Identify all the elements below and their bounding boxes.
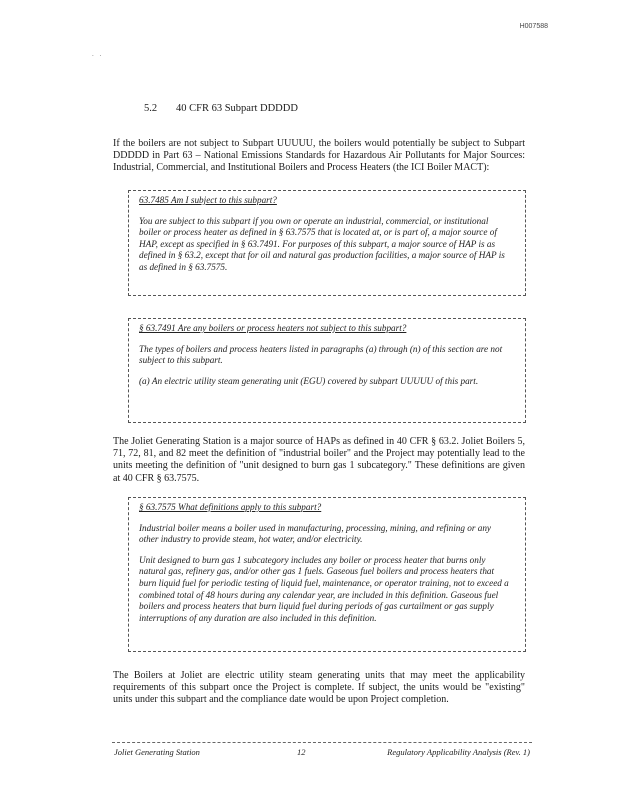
- definition-gas-1-subcategory: Unit designed to burn gas 1 subcategory includes any boiler or process heater that burns only natural gas, refinery gas, and/or other gas 1 fuels. Gaseous fuel boilers and process heaters that burn liquid fuel for periodic testing of liquid fuel, maintenance, or operator training, not to exceed a combined total of 48 hours during any calendar year, are included in this definition. Gaseous fuel boilers and process heaters that burn liquid fuel during periods of gas curtailment or gas supply interruptions of any duration are also included in this definition.: [139, 554, 509, 623]
- intro-paragraph: If the boilers are not subject to Subpart UUUUU, the boilers would potentially be subject to Subpart DDDDD in Part 63 – National Emissions Standards for Hazardous Air Pollutants for Major Sources: Industrial, Commercial, and Institutional Boilers and Process Heaters (the ICI Boiler MACT):: [113, 138, 525, 174]
- regulation-quote-63-7575: [128, 497, 526, 652]
- quote-text: The types of boilers and process heaters listed in paragraphs (a) through (n) of this section are not subject to this subpart.: [139, 343, 503, 366]
- footer-report-title: Regulatory Applicability Analysis (Rev. 1): [387, 747, 530, 757]
- definition-industrial-boiler: Industrial boiler means a boiler used in manufacturing, processing, mining, and refining or any other industry to provide steam, hot water, and/or electricity.: [139, 522, 491, 545]
- quote-list-item: (a) An electric utility steam generating unit (EGU) covered by subpart UUUUU of this part.: [139, 375, 479, 386]
- conclusion-paragraph: The Boilers at Joliet are electric utility steam generating units that may meet the applicability requirements of this subpart once the Project is complete. If subject, the units would be "existing" units under this subpart and the compliance date would be upon Project completion.: [113, 670, 525, 706]
- section-number: 5.2: [144, 103, 158, 114]
- footer-page-number: 12: [297, 747, 306, 757]
- document-id: H007588: [519, 23, 548, 30]
- footer-divider: [112, 742, 532, 743]
- page-speck: . .: [92, 50, 104, 58]
- section-title: 40 CFR 63 Subpart DDDDD: [176, 103, 298, 114]
- quote-heading: 63.7485 Am I subject to this subpart?: [139, 195, 277, 205]
- applicability-paragraph: The Joliet Generating Station is a major source of HAPs as defined in 40 CFR § 63.2. Joliet Boilers 5, 71, 72, 81, and 82 meet the definition of "industrial boiler" and the Project may potentially lead to the units meeting the definition of "unit designed to burn gas 1 subcategory." These definitions are given at 40 CFR § 63.7575.: [113, 436, 525, 484]
- quote-heading: § 63.7491 Are any boilers or process heaters not subject to this subpart?: [139, 323, 407, 333]
- regulation-quote-63-7485: [128, 190, 526, 296]
- quote-heading: § 63.7575 What definitions apply to this subpart?: [139, 502, 322, 512]
- quote-text: You are subject to this subpart if you own or operate an industrial, commercial, or institutional boiler or process heater as defined in § 63.7575 that is located at, or is part of, a major source of HAP, except as specified in § 63.7491. For purposes of this subpart, a major source of HAP is as defined in § 63.2, except that for oil and natural gas production facilities, a major source of HAP is as defined in § 63.7575.: [139, 215, 505, 272]
- footer-facility: Joliet Generating Station: [114, 747, 200, 757]
- regulation-quote-63-7491: [128, 318, 526, 423]
- section-heading: [144, 103, 298, 114]
